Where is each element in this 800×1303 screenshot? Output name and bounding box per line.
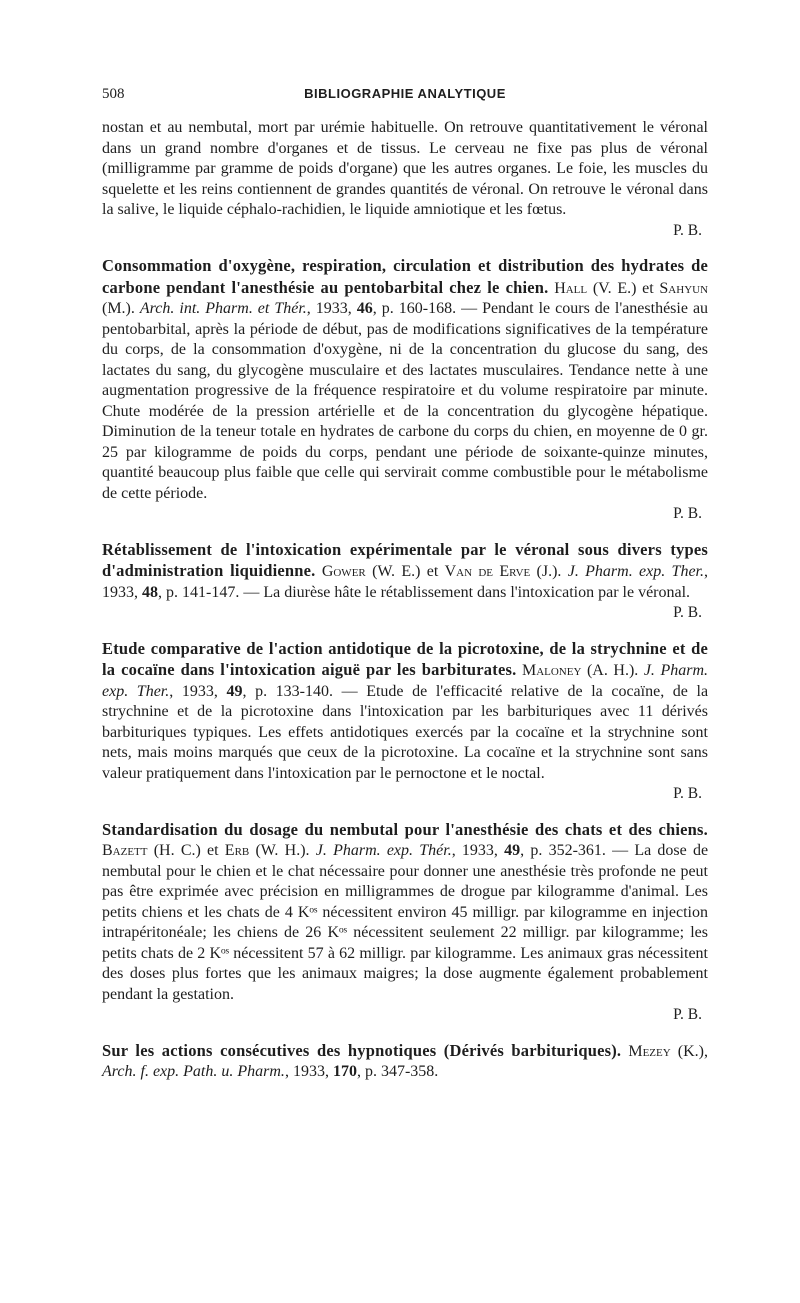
year: , 1933, xyxy=(306,300,357,317)
year: , 1933, xyxy=(102,563,708,601)
abstract-text: — La dose de nembutal pour le chien et le chat nécessaire pour donner une anesthésie très profonde ne peut pas être exprimée avec précision en milligrammes de drogue par kilogramme d'animal. Les petits chiens et les chats de 4 Kᵒˢ nécessitent environ 45 milligr. par kilogramme en injection intrapéritonéale; les chiens de 26 Kᵒˢ nécessitent seulement 22 milligr. par kilogramme; les petits chats de 2 Kᵒˢ nécessitent 57 à 62 milligr. par kilogramme. Les animaux gras nécessitent des doses plus fortes que les animaux maigres; la dose augmente également probablement pendant la gestation. xyxy=(102,842,709,1003)
year: , 1933, xyxy=(169,682,227,700)
entry-title: Standardisation du dosage du nembutal pour l'anesthésie des chats et des chiens. xyxy=(102,819,708,839)
pages: , p. 347-358. xyxy=(356,1063,439,1080)
signature: P. B. xyxy=(673,1006,702,1023)
volume: 49 xyxy=(226,682,243,700)
bibliography-entry xyxy=(102,820,708,1006)
author-name: Bazett xyxy=(102,842,148,859)
volume: 48 xyxy=(142,583,158,601)
volume: 46 xyxy=(356,300,373,317)
signature: P. B. xyxy=(673,785,702,802)
author-initials: (M.). xyxy=(102,300,135,317)
volume: 49 xyxy=(504,842,521,859)
year: , 1933, xyxy=(284,1063,333,1080)
author-initials: (J.). xyxy=(536,563,562,580)
author-initials: (A. H.). xyxy=(586,662,639,679)
year: , 1933, xyxy=(451,842,505,859)
author-name: Sahyun xyxy=(659,279,709,297)
author-initials: (V. E.) et xyxy=(592,279,654,297)
pages: , p. 133-140. xyxy=(242,682,333,700)
author-name: Mezey xyxy=(628,1042,671,1060)
entry-title: Rétablissement de l'intoxication expérimentale par le véronal sous divers types d'administration liquidienne. xyxy=(102,539,708,580)
author-name: Erb xyxy=(224,842,250,859)
author-name: Gower xyxy=(321,563,366,580)
signature: P. B. xyxy=(673,505,702,522)
entry-title: Etude comparative de l'action antidotique de la picrotoxine, de la strychnine et de la cocaïne dans l'intoxication aiguë par les barbiturates. xyxy=(102,638,708,679)
bibliography-entry xyxy=(102,256,708,504)
entry-title: Sur les actions consécutives des hypnotiques (Dérivés barbituriques). xyxy=(102,1040,622,1060)
journal-name: J. Pharm. exp. Thér. xyxy=(315,842,452,859)
pages: , p. 160-168. xyxy=(372,300,457,317)
author-name: Van de Erve xyxy=(444,563,531,580)
author-initials: (H. C.) et xyxy=(153,842,219,859)
journal-name: Arch. int. Pharm. et Thér. xyxy=(139,300,307,317)
signature: P. B. xyxy=(673,604,702,621)
author-initials: (K.), xyxy=(677,1042,709,1060)
entry-title: Consommation d'oxygène, respiration, circulation et distribution des hydrates de carbone pendant l'anesthésie au pentobarbital chez le chien. xyxy=(102,256,708,297)
abstract-text: — Etude de l'efficacité relative de la cocaïne, de la strychnine et de la picrotoxine dans l'intoxication par les barbituriques avec 11 dérivés barbituriques typiques. Les effets antidotiques exercés par la cocaïne et la strychnine sont nets, mais moins marqués que ceux de la picrotoxine. La cocaïne et la strychnine sont sans valeur pratiquement dans l'intoxication par le pernoctone et le noctal. xyxy=(102,682,709,782)
signature: P. B. xyxy=(673,221,702,239)
bibliography-entry xyxy=(102,639,708,785)
volume: 170 xyxy=(332,1063,357,1080)
journal-name: J. Pharm. exp. Ther. xyxy=(567,563,704,580)
abstract-text: nostan et au nembutal, mort par urémie habituelle. On retrouve quantitativement le véronal dans un grand nombre d'organes et de tissus. Le cerveau ne fixe pas plus de véronal (milligramme par gramme de poids d'organe) que les autres organes. Le foie, les muscles du squelette et les reins contiennent de grandes quantités de véronal. On retrouve le véronal dans la salive, le liquide céphalo-rachidien, le liquide amniotique et les fœtus. xyxy=(102,119,708,218)
running-title: BIBLIOGRAPHIE ANALYTIQUE xyxy=(304,86,506,101)
page-number: 508 xyxy=(102,86,125,102)
bibliography-entry xyxy=(102,540,708,604)
abstract-text: — La diurèse hâte le rétablissement dans l'intoxication par le véronal. xyxy=(243,583,691,601)
author-initials: (W. E.) et xyxy=(372,563,439,580)
journal-name: J. Pharm. exp. Ther. xyxy=(102,662,709,700)
journal-name: Arch. f. exp. Path. u. Pharm. xyxy=(102,1063,285,1080)
author-name: Hall xyxy=(554,279,588,297)
page xyxy=(102,86,708,1083)
author-initials: (W. H.). xyxy=(255,842,310,859)
pages: , p. 352-361. xyxy=(520,842,606,859)
author-name: Maloney xyxy=(521,662,582,679)
page-header xyxy=(102,86,708,108)
article-body xyxy=(102,118,708,1083)
pages: , p. 141-147. xyxy=(158,583,240,601)
bibliography-entry xyxy=(102,1041,708,1083)
abstract-text: — Pendant le cours de l'anesthésie au pentobarbital, après la période de début, pas de modifications significatives de la température du corps, de la consommation d'oxygène, ni de la concentration du glucose du sang, des lactates du sang, du glycogène musculaire et des lactates musculaires. Tendance nette à une augmentation progressive de la fréquence respiratoire et du volume respiratoire par minute. Chute modérée de la pression artérielle et de la concentration du glycogène hépatique. Diminution de la teneur totale en hydrates de carbone du corps du chien, en moyenne de 0 gr. 25 par kilogramme de poids du corps, pendant une période de soixante-quinze minutes, quantité beaucoup plus faible que celle qui servirait comme combustible pour le métabolisme de cette période. xyxy=(102,300,709,502)
